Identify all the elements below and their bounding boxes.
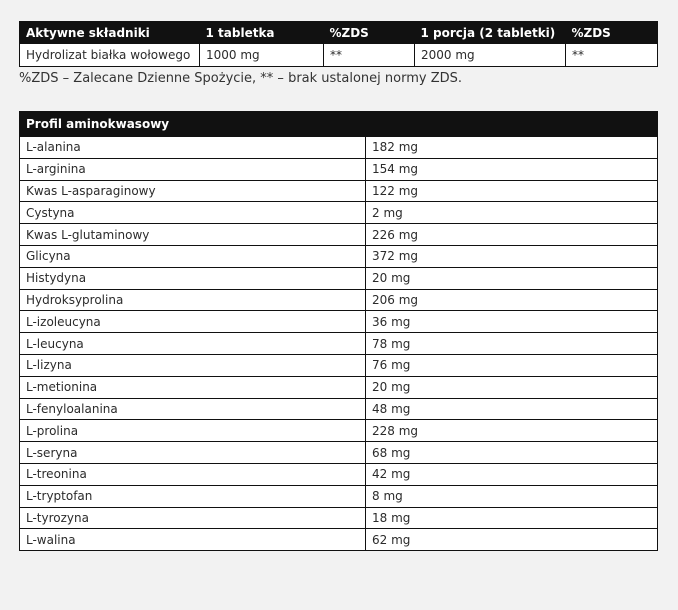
portion-amount: 2000 mg xyxy=(415,44,566,67)
table-row xyxy=(20,224,658,246)
table-row xyxy=(20,245,658,267)
amino-acid-value: 20 mg xyxy=(366,376,658,398)
amino-acid-value: 18 mg xyxy=(366,507,658,529)
header-one-portion: 1 porcja (2 tabletki) xyxy=(415,22,566,45)
amino-acid-name: Histydyna xyxy=(20,267,366,289)
table-row xyxy=(20,289,658,311)
amino-acid-name: L-tryptofan xyxy=(20,485,366,507)
header-zds-portion: %ZDS xyxy=(566,22,658,45)
table-row xyxy=(20,44,658,67)
table-row xyxy=(20,180,658,202)
amino-acid-value: 182 mg xyxy=(366,137,658,159)
amino-acid-value: 62 mg xyxy=(366,529,658,551)
tablet-amount: 1000 mg xyxy=(200,44,324,67)
amino-header-row xyxy=(20,112,658,137)
amino-acid-value: 122 mg xyxy=(366,180,658,202)
amino-acid-name: L-metionina xyxy=(20,376,366,398)
amino-acid-value: 42 mg xyxy=(366,463,658,485)
ingredient-name: Hydrolizat białka wołowego xyxy=(20,44,200,67)
amino-acid-value: 76 mg xyxy=(366,354,658,376)
amino-acid-name: L-arginina xyxy=(20,158,366,180)
amino-acid-name: L-walina xyxy=(20,529,366,551)
amino-acid-name: L-lizyna xyxy=(20,354,366,376)
amino-acid-name: Kwas L-asparaginowy xyxy=(20,180,366,202)
content xyxy=(19,21,657,551)
active-ingredients-header-row xyxy=(20,22,658,45)
amino-acid-name: Hydroksyprolina xyxy=(20,289,366,311)
amino-acid-name: L-izoleucyna xyxy=(20,311,366,333)
amino-acid-value: 68 mg xyxy=(366,442,658,464)
table-row xyxy=(20,442,658,464)
amino-acid-value: 20 mg xyxy=(366,267,658,289)
header-active-ingredients: Aktywne składniki xyxy=(20,22,200,45)
amino-acid-value: 48 mg xyxy=(366,398,658,420)
amino-acid-name: Cystyna xyxy=(20,202,366,224)
tablet-zds: ** xyxy=(324,44,415,67)
table-row xyxy=(20,267,658,289)
amino-acid-name: L-leucyna xyxy=(20,333,366,355)
amino-acid-value: 8 mg xyxy=(366,485,658,507)
amino-acid-value: 36 mg xyxy=(366,311,658,333)
amino-acid-name: Glicyna xyxy=(20,245,366,267)
table-row xyxy=(20,137,658,159)
zds-footnote: %ZDS – Zalecane Dzienne Spożycie, ** – brak ustalonej normy ZDS. xyxy=(19,71,463,86)
amino-acid-name: L-tyrozyna xyxy=(20,507,366,529)
table-row xyxy=(20,420,658,442)
amino-acid-name: L-seryna xyxy=(20,442,366,464)
table-row xyxy=(20,158,658,180)
table-row xyxy=(20,529,658,551)
table-row xyxy=(20,398,658,420)
amino-acid-name: Kwas L-glutaminowy xyxy=(20,224,366,246)
active-ingredients-table xyxy=(19,21,658,67)
table-row xyxy=(20,507,658,529)
amino-acid-name: L-alanina xyxy=(20,137,366,159)
amino-acid-value: 78 mg xyxy=(366,333,658,355)
table-row xyxy=(20,485,658,507)
amino-acid-value: 154 mg xyxy=(366,158,658,180)
amino-table-body xyxy=(20,137,658,551)
table-row xyxy=(20,463,658,485)
amino-acid-name: L-fenyloalanina xyxy=(20,398,366,420)
amino-acid-value: 228 mg xyxy=(366,420,658,442)
amino-acid-value: 206 mg xyxy=(366,289,658,311)
table-row xyxy=(20,333,658,355)
amino-acid-value: 2 mg xyxy=(366,202,658,224)
header-one-tablet: 1 tabletka xyxy=(200,22,324,45)
portion-zds: ** xyxy=(572,48,584,62)
amino-acid-name: L-prolina xyxy=(20,420,366,442)
table-row xyxy=(20,354,658,376)
table-row xyxy=(20,202,658,224)
table-row xyxy=(20,376,658,398)
table-row xyxy=(20,311,658,333)
header-zds-tablet: %ZDS xyxy=(324,22,415,45)
amino-acid-value: 226 mg xyxy=(366,224,658,246)
amino-table-header: Profil aminokwasowy xyxy=(20,112,658,137)
amino-acid-name: L-treonina xyxy=(20,463,366,485)
amino-acid-profile-table xyxy=(19,111,658,551)
amino-acid-value: 372 mg xyxy=(366,245,658,267)
